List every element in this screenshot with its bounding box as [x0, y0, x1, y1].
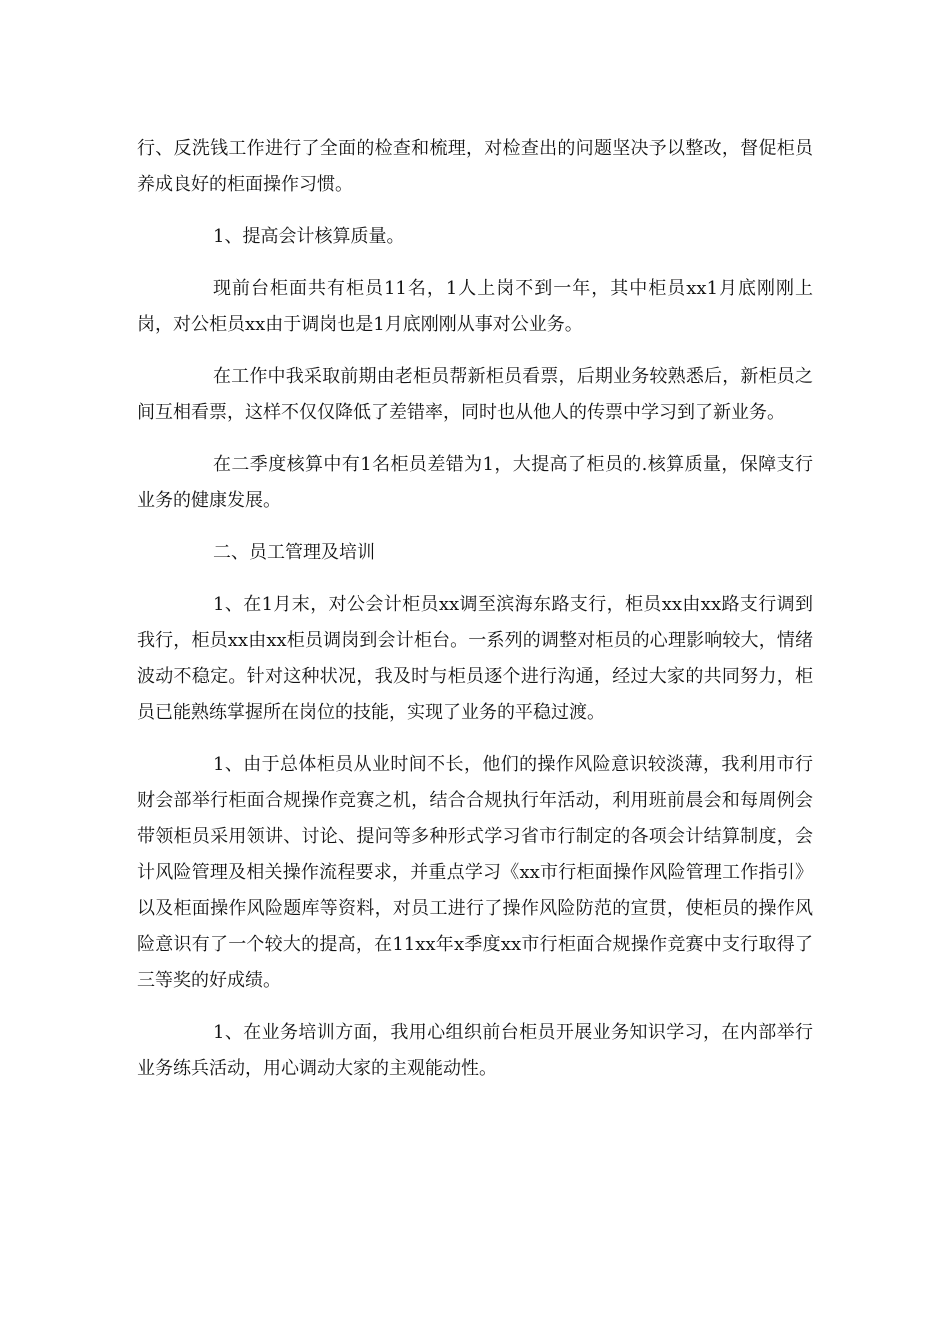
section-heading-staff-training: 二、员工管理及培训 [213, 542, 375, 563]
document-body [137, 131, 813, 1087]
paragraph-error-rate: 在二季度核算中有1名柜员差错为1，大提高了柜员的.核算质量，保障支行业务的健康发展。 [137, 454, 813, 511]
paragraph-heading-accounting-quality: 1、提高会计核算质量。 [213, 226, 405, 247]
paragraph-ticket-review: 在工作中我采取前期由老柜员帮新柜员看票，后期业务较熟悉后，新柜员之间互相看票，这样不仅仅降低了差错率，同时也从他人的传票中学习到了新业务。 [137, 366, 813, 423]
paragraph-business-training: 1、在业务培训方面，我用心组织前台柜员开展业务知识学习，在内部举行业务练兵活动，用心调动大家的主观能动性。 [137, 1022, 813, 1079]
paragraph-teller-count: 现前台柜面共有柜员11名，1人上岗不到一年，其中柜员xx1月底刚刚上岗，对公柜员xx由于调岗也是1月底刚刚从事对公业务。 [137, 278, 813, 335]
paragraph-continuation: 行、反洗钱工作进行了全面的检查和梳理，对检查出的问题坚决予以整改，督促柜员养成良好的柜面操作习惯。 [137, 138, 813, 195]
paragraph-risk-awareness: 1、由于总体柜员从业时间不长，他们的操作风险意识较淡薄，我利用市行财会部举行柜面合规操作竞赛之机，结合合规执行年活动，利用班前晨会和每周例会带领柜员采用领讲、讨论、提问等多种形式学习省市行制定的各项会计结算制度，会计风险管理及相关操作流程要求，并重点学习《xx市行柜面操作风险管理工作指引》以及柜面操作风险题库等资料，对员工进行了操作风险防范的宣贯，使柜员的操作风险意识有了一个较大的提高，在11xx年x季度xx市行柜面合规操作竞赛中支行取得了三等奖的好成绩。 [137, 754, 813, 991]
paragraph-staff-adjustment: 1、在1月末，对公会计柜员xx调至滨海东路支行，柜员xx由xx路支行调到我行，柜员xx由xx柜员调岗到会计柜台。一系列的调整对柜员的心理影响较大，情绪波动不稳定。针对这种状况，我及时与柜员逐个进行沟通，经过大家的共同努力，柜员已能熟练掌握所在岗位的技能，实现了业务的平稳过渡。 [137, 594, 813, 723]
